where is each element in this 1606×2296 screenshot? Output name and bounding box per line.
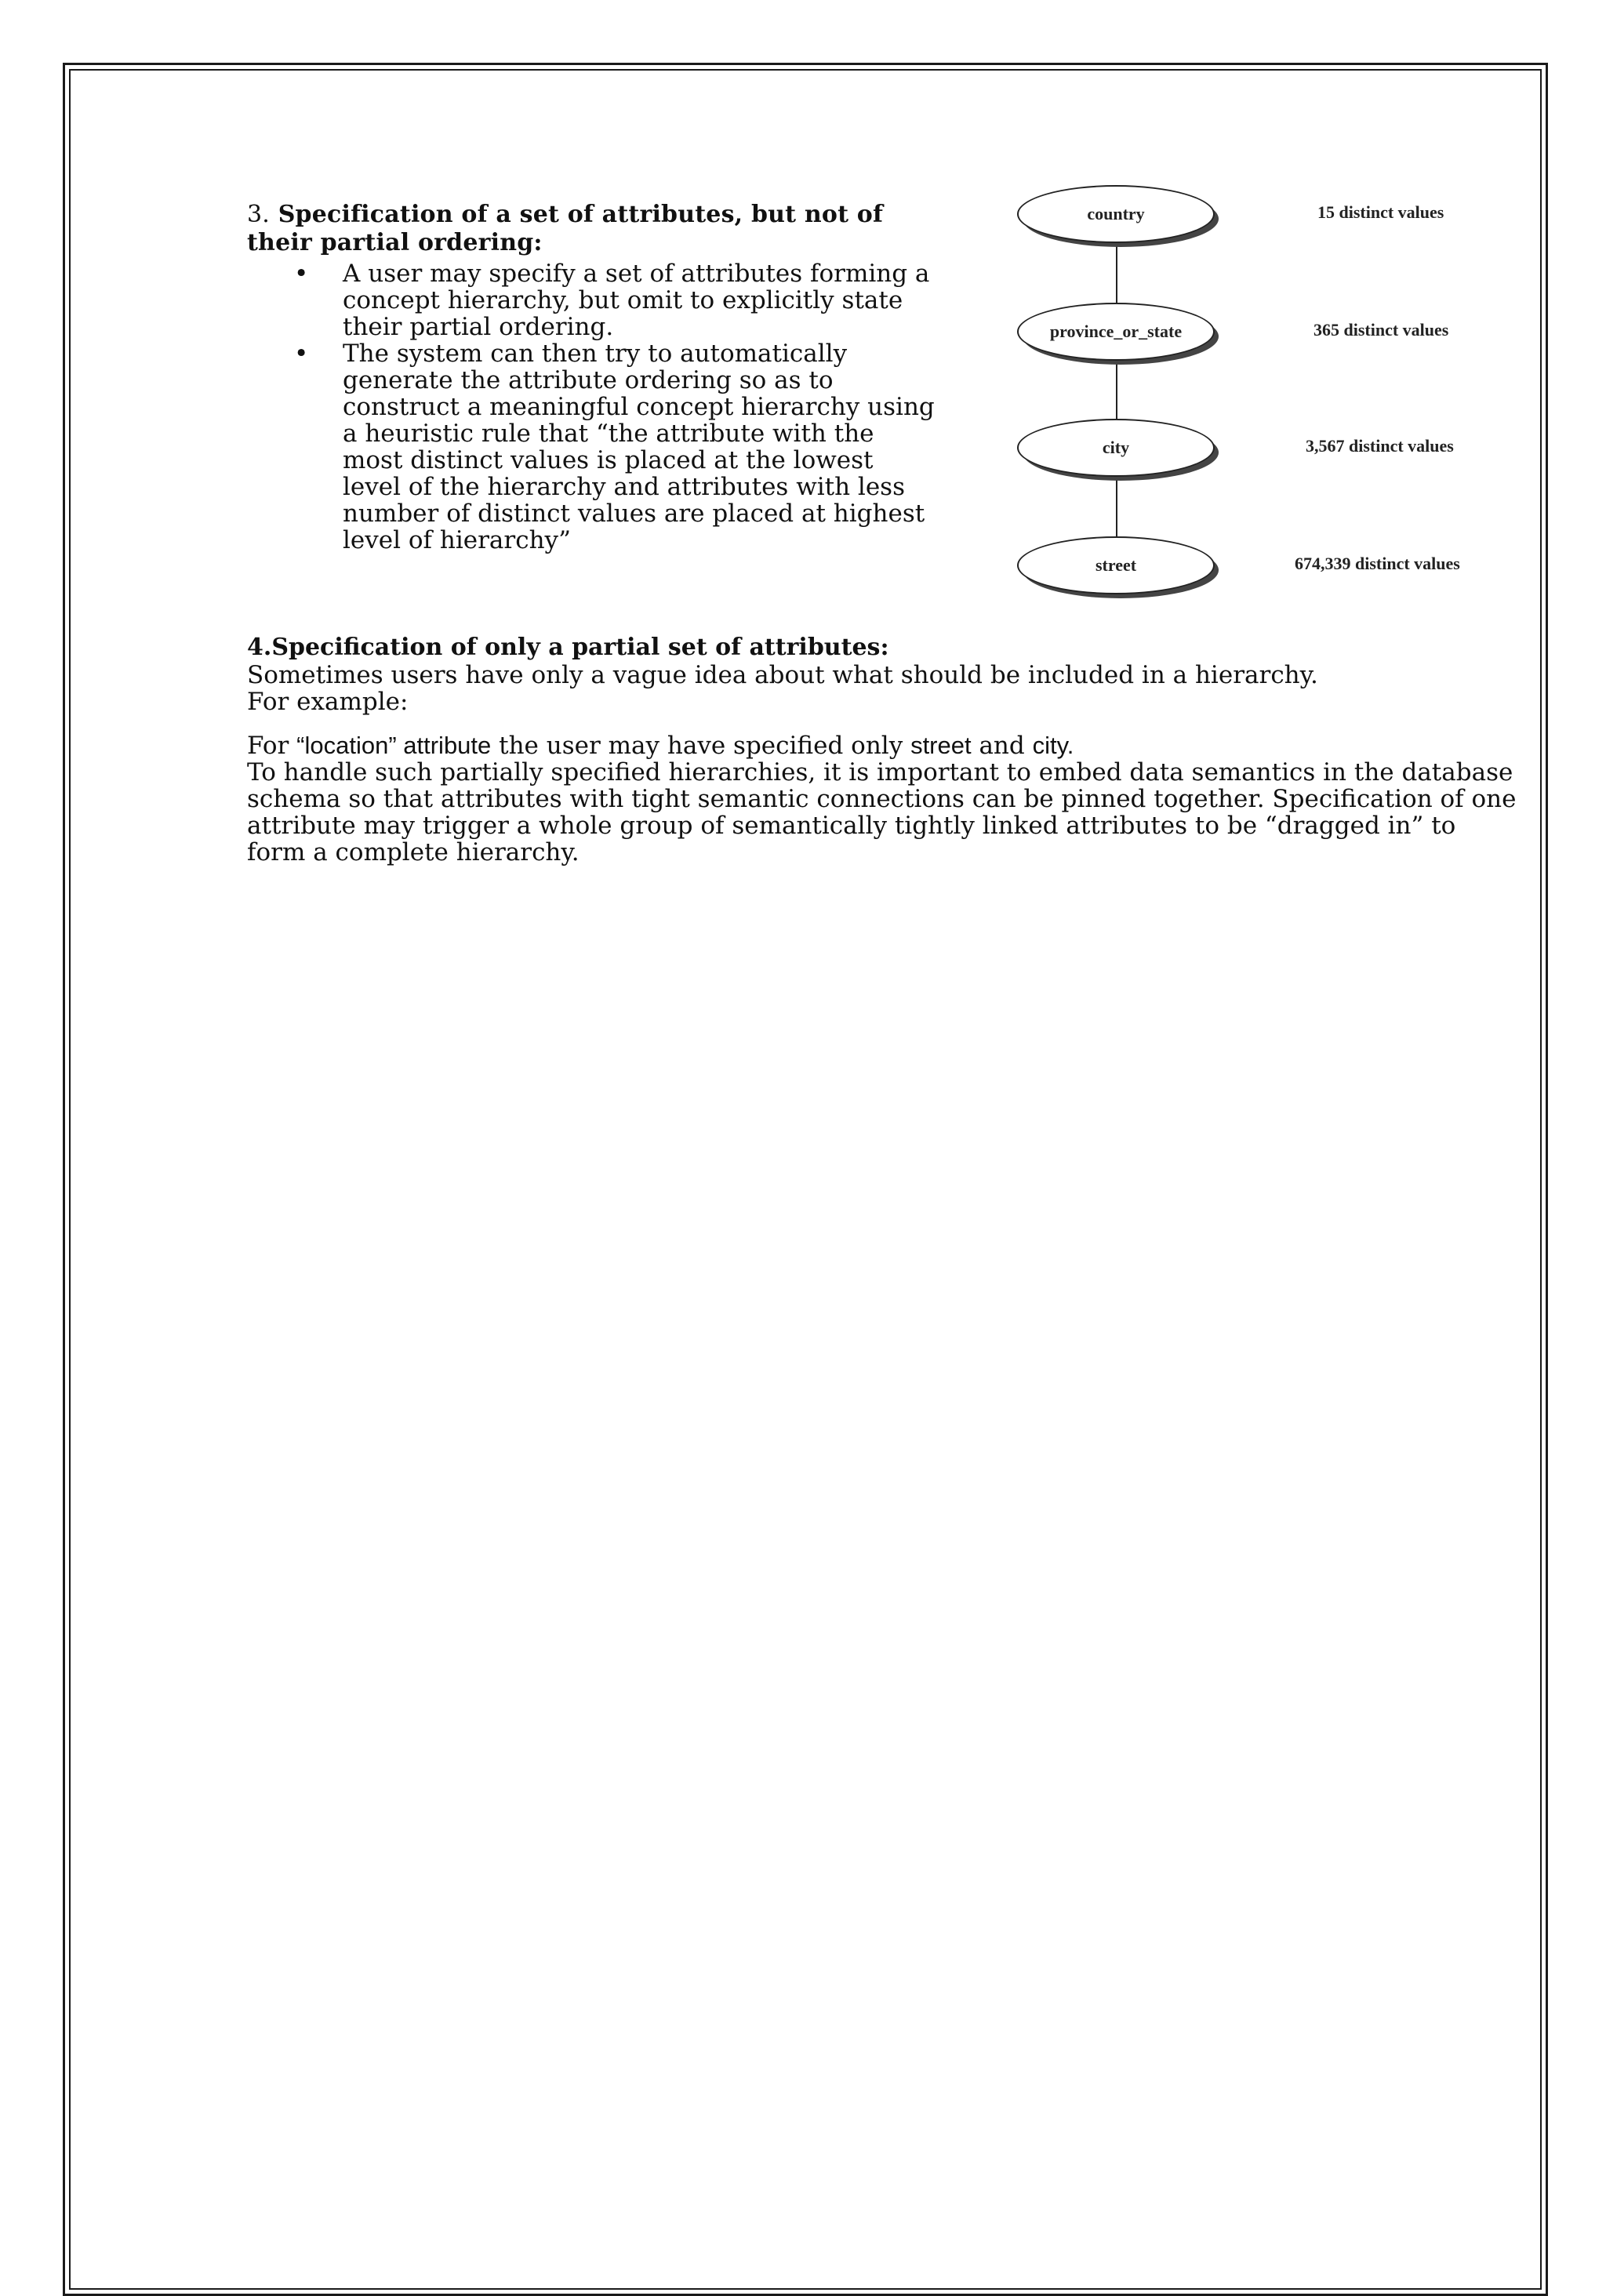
concept-hierarchy-diagram	[992, 173, 1510, 612]
hierarchy-node-province: province_or_state	[1017, 303, 1215, 361]
distinct-count-city: 3,567 distinct values	[1306, 436, 1454, 456]
section-3-number: 3.	[247, 201, 271, 228]
section-4	[247, 634, 1517, 866]
hierarchy-node-country: country	[1017, 185, 1215, 243]
spacer	[247, 715, 1517, 732]
section-3-heading	[247, 201, 937, 257]
distinct-count-country: 15 distinct values	[1317, 202, 1444, 222]
bullet-item	[247, 340, 937, 554]
section-4-heading: 4.Specification of only a partial set of attributes:	[247, 634, 889, 661]
example-line	[247, 732, 1517, 759]
connector-line	[1116, 243, 1117, 306]
example-text: and	[971, 732, 1033, 760]
connector-line	[1116, 477, 1117, 539]
distinct-count-street: 674,339 distinct values	[1295, 554, 1460, 573]
example-city: city.	[1032, 732, 1074, 759]
bullet-text: The system can then try to automatically generate the attribute ordering so as to construct a meaningful concept hierarchy using a heuristic rule that “the attribute with the most distinct values is placed at the lowest level of the hierarchy and attributes with less number of distinct values are placed at highest level of hierarchy”	[343, 340, 935, 554]
section-4-line: For example:	[247, 688, 409, 716]
section-4-paragraph: To handle such partially specified hierarchies, it is important to embed data semantics in the database schema so that attributes with tight semantic connections can be pinned together. Specification of one attribute may trigger a whole group of semantically tightly linked attributes to be “dragged in” to form a complete hierarchy.	[247, 758, 1517, 866]
bullet-icon: •	[294, 340, 309, 368]
bullet-text: A user may specify a set of attributes forming a concept hierarchy, but omit to explicitly state their partial ordering.	[343, 260, 930, 341]
example-text: the user may have specified only	[491, 732, 911, 760]
section-4-line: Sometimes users have only a vague idea about what should be included in a hierarchy.	[247, 661, 1318, 689]
hierarchy-node-street: street	[1017, 536, 1215, 594]
section-3-bullets	[247, 260, 937, 554]
bullet-icon: •	[294, 260, 309, 288]
section-3-title: Specification of a set of attributes, but not of their partial ordering:	[247, 201, 884, 256]
bullet-item	[247, 260, 937, 340]
section-3	[247, 201, 937, 554]
example-text: For	[247, 732, 297, 760]
example-attribute: “location” attribute	[296, 732, 492, 759]
distinct-count-province: 365 distinct values	[1314, 320, 1449, 340]
hierarchy-node-city: city	[1017, 419, 1215, 477]
connector-line	[1116, 361, 1117, 422]
example-street: street	[910, 732, 972, 759]
